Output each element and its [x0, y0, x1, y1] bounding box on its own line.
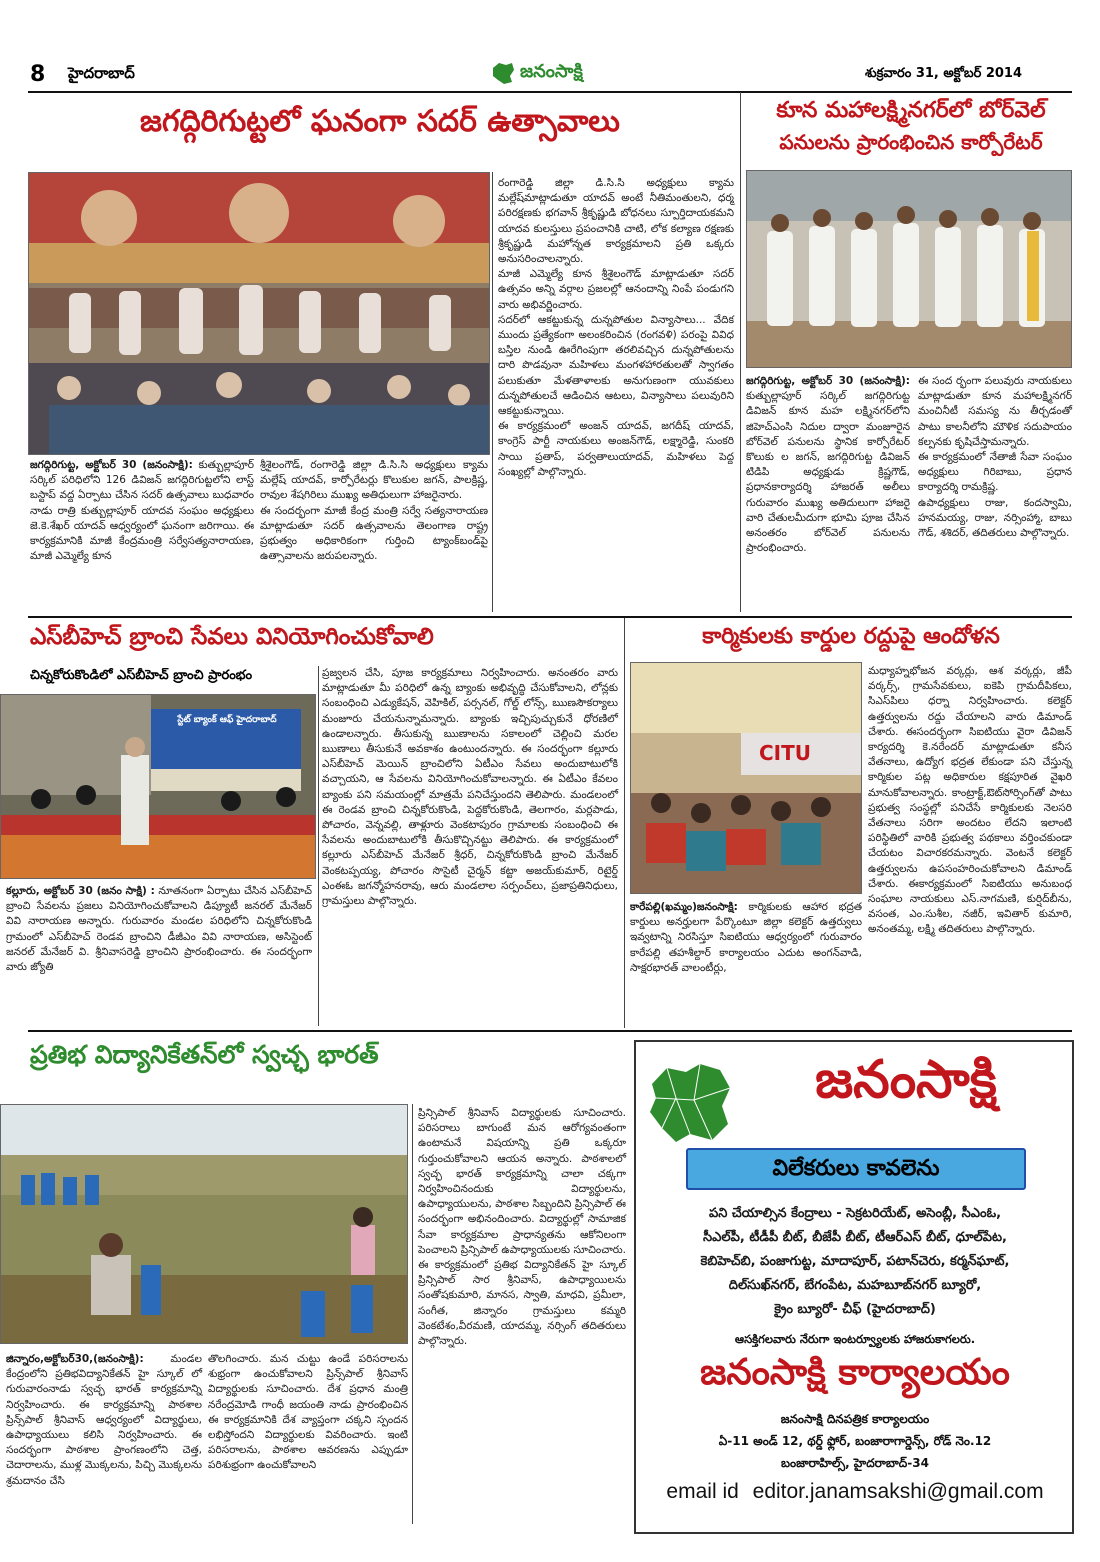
- section-rule-2: [28, 1030, 1072, 1032]
- story4-photo: [630, 662, 862, 894]
- masthead-name: జనంసాక్షి: [520, 61, 583, 82]
- ad-line2: సీఎల్‌పీ, టీడీపీ బీట్, బీజేపీ బీట్, టీఆర్‌ఎస్ బీట్, ధూల్‌పేట,: [703, 1230, 1007, 1245]
- story2-headline-line1: కూన మహాలక్ష్మినగర్‌లో బోర్‌వెల్: [776, 98, 1046, 123]
- ad-centers: [646, 1202, 1064, 1322]
- ad-office-title: జనంసాక్షి కార్యాలయం: [700, 1352, 1010, 1393]
- ad-address1: జనంసాక్షి దినపత్రిక కార్యాలయం: [780, 1412, 930, 1426]
- story1-divider-b: [740, 92, 741, 612]
- mid-divider: [624, 618, 625, 1028]
- story4-citu-banner: CITU: [759, 741, 812, 765]
- story4-dateline: కారేపల్లి(ఖమ్మం)జనంసాక్షి:: [630, 901, 738, 913]
- story4-col1: [630, 900, 862, 976]
- story2-col1: [746, 374, 910, 556]
- story3-headline: ఎస్‌బీహెచ్ బ్రాంచి సేవలు వినియోగించుకోవాలి: [30, 624, 434, 650]
- ad-email-label: email id: [666, 1480, 739, 1503]
- ad-box: [634, 1040, 1074, 1534]
- story3-bank-banner: స్టేట్ బ్యాంక్ ఆఫ్ హైదరాబాద్: [177, 715, 277, 725]
- story4-col2: [868, 664, 1072, 938]
- ad-email-row: [646, 1480, 1064, 1504]
- story1-headline: జగద్గిరిగుట్టలో ఘనంగా సదర్ ఉత్సావాలు: [140, 104, 620, 139]
- story1-col3: [498, 176, 734, 480]
- story5-headline: ప్రతిభ విద్యానికేతన్‌లో స్వచ్ఛ భారత్: [30, 1040, 379, 1069]
- story5-col2: [208, 1352, 408, 1474]
- ad-address: [646, 1408, 1064, 1474]
- story5-col1-text: మండల కేంద్రంలోని ప్రతిభవిద్యానికేతన్ హై స్కూల్ లో గురువారంనాడు స్వచ్ఛ భారత్ కార్యక్రమాన్ని నిర్వహించారు. ఈ కార్యక్రమాన్ని పాఠశాల ప్రిన్స్‌పాల్ శ్రీనివాస్ ఆధ్వర్యంలో విద్యార్థులు, ఉపాధ్యాయులు కలిసి నిర్వహించారు. ఈ సందర్భంగా పాఠశాల ప్రాంగణంలోని చెత్త, చెదారాలను, ముళ్ల మొక్కలను, పిచ్చి మొక్కలను శ్రమదానం చేసి: [6, 1353, 202, 1487]
- story5-photo: [0, 1104, 408, 1344]
- story1-col1-text: కుత్బుల్లాపూర్ సర్కిల్ పరిధిలోని 126 డివిజన్ జగద్గిరిగుట్టలోని లాస్ట్ బస్టాప్ వద్ద ఏర్పాటు చేసిన సదర్ ఉత్సవాలు బుధవారం నాడు రాత్రి కుత్బుల్లాపూర్ యాదవ సంఘం అధ్యక్షులు జె.కె.శేఖర్ యాదవ్ ఆధ్వర్యంలో ఘనంగా జరిగాయి. ఈ కార్యక్రమానికి మాజీ కేంద్రమంత్రి సర్వేసత్యనారాయణ, మాజీ ఎమ్మెల్యే కూన: [30, 459, 254, 563]
- story1-col3-text: రంగారెడ్డి జిల్లా డి.సి.సి అధ్యక్షులు క్యామ మల్లేష్‌మాట్లాడుతూ యాదవ్ అంటే నీతిమంతులని, ధర్మ పరిరక్షణకు భగవాన్ శ్రీకృష్ణుడి బోధనలు స్పూర్తిదాయకమని యాదవ కులస్తులు ప్రపంచానికి చాటి, లోక కల్యాణ రక్షణకు శ్రీకృష్ణుడి మహోన్నత కార్యక్రమాలని ప్రతి ఒక్కరు అనుసరించాలన్నారు. మాజీ ఎమ్మెల్యే కూన శ్రీశైలంగౌడ్ మాట్లాడుతూ సదర్ ఉత్సవం అన్ని వర్గాల ప్రజలల్లో ఆనందాన్ని నింపే పండుగని వారు అభివర్ణించారు. సదర్‌లో ఆకట్టుకున్న దున్నపోతుల విన్యాసాలు... వేదిక ముందు ప్రత్యేకంగా అలంకరించిన (రంగవళి) పరంపై వివిధ బస్తిల నుండి ఊరేగింపుగా తరలివచ్చిన దున్నపోతులను దారి పొడవునా మహిళలు మంగళహారతులతో స్వాగతం పలుకుతూ మేళతాళాలకు అనుగుణంగా యువకులు దున్నపోతులచే ఆడించిన ఆటలు, విన్యాసాలు పలువురిని ఆకట్టుకున్నాయి. ఈ కార్యక్రమంలో అంజన్ యాదవ్, జగదీష్ యాదవ్, కాంగ్రెస్ పార్టీ నాయకులు అంజన్‌గౌడ్, లక్ష్మారెడ్డి, సుంకరి సాయి ప్రతాప్, పర్వతాలుయాదవ్, మహిళలు పెద్ద సంఖ్యల్లో పాల్గొన్నారు.: [498, 177, 734, 478]
- masthead-map-icon: [490, 60, 516, 86]
- story1-photo: [28, 172, 490, 455]
- ad-note: ఆసక్తిగలవారు నేరుగా ఇంటర్వ్యూలకు హాజరుకాగలరు.: [734, 1332, 976, 1346]
- masthead-logo: [490, 60, 630, 88]
- story2-col2-text: ఈ సంద ర్భంగా పలువురు నాయకులు మాట్లాడుతూ కూన మహాలక్ష్మినగర్ మంచినీటీ సమస్య ను తీర్చడంతో పాటు కాలనీలోని మౌళిక సదుపాయం కల్పనకు కృషిచేస్తామన్నారు. ఈ కార్యక్రమంలో నేతాజీ సేవా సంఘం అధ్యక్షులు గిరిబాబు, ప్రధాన కార్యాదర్శి రామక్రిష్ణ. ఉపాధ్యక్షులు రాజు, కందస్వామి, హనమయ్య, రాజు, నర్సింహ్మా, బాబు గౌడ్, శశిదర్, తదితరులు పాల్గొన్నారు.: [918, 375, 1072, 540]
- story2-col2: [918, 374, 1072, 541]
- story1-dateline: జగద్గిరిగుట్ట, అక్టోబర్ 30 (జనంసాక్షి):: [30, 459, 193, 471]
- story2-headline-line2: పనులను ప్రారంభించిన కార్పోరేటర్: [779, 130, 1043, 154]
- ad-address3: బంజారాహిల్స్, హైదరాబాద్-34: [781, 1456, 929, 1470]
- story2-photo: [746, 170, 1072, 368]
- story1-col2: [260, 458, 488, 564]
- story2-col1-text: కుత్బుల్లాపూర్ సర్కిల్ జగద్గిరిగుట్ట డివిజన్ కూన మహ లక్ష్మినగర్‌లోని జిహెచ్ఎంసి నిదుల ద్వారా మంజూరైన బోర్‌వెల్ పనులను స్థానిక కార్పోరేటర్ కొలుకు ల జగన్, జగద్గిరిగుట్ట డివిజన్ టిడిపి అధ్యక్షుడు క్రిష్ణగౌడ్, ప్రధానకార్యాదర్శి హాజరత్ అలీలు గురువారం ముఖ్య అతిదులుగా హాజరై వారి చేతులమీదుగా భూమి పూజ చేసిన అనంతరం బోర్‌వెల్ పనులను ప్రారంభించారు.: [746, 390, 910, 555]
- story5-col3: [418, 1106, 626, 1349]
- story5-divider: [412, 1104, 413, 1524]
- section-rule-1: [28, 616, 1072, 618]
- story5-col1: [6, 1352, 202, 1489]
- story3-col1: [6, 884, 312, 975]
- ad-line4: దిల్‌సుఖ్‌నగర్, బేగంపేట, మహబూబ్‌నగర్ బ్యూరో,: [728, 1278, 982, 1293]
- story5-col3-text: ప్రిన్సిపాల్ శ్రీనివాస్ విద్యార్థులకు సూచించారు. పరిసరాలు బాగుంటే మన ఆరోగ్యవంతంగా ఉంటామనే విషయాన్ని ప్రతి ఒక్కరూ గుర్తుంచుకోవాలని ఆయన అన్నారు. పాఠశాలలో స్వచ్ఛ భారత్ కార్యక్రమాన్ని చాలా చక్కగా నిర్వహించినందుకు విద్యార్థులను, ఉపాధ్యాయులను, పాఠశాల సిబ్బందిని ప్రిన్సిపాల్ ఈ సందర్భంగా అభినందించారు. విద్యార్థుల్లో సామాజిక సేవా కార్యక్రమాల ప్రాధాన్యతను ఆకోనిలంగా పెంచాలని ప్రిన్సిపాల్ ఉపాధ్యాయులకు సూచించారు. ఈ కార్యక్రమంలో ప్రతిభ విద్యానికేతన్ హై స్కూల్ ప్రిన్సిపాల్ సార శ్రీనివాస్, ఉపాధ్యాయిలను సంతోషకుమారి, మానస, స్వాతి, మాధవి, ప్రమీలా, సంగీత, జిన్నారం గ్రామస్తులు కమ్మరి వెంకటేశం,వీరమణి, యాదమ్మ, నర్సింగ్ తదితరులు పాల్గొన్నారు.: [418, 1107, 626, 1348]
- story4-col1-text: కార్మికులకు ఆహార భద్రత కార్డులు అనర్హులగా పేర్కొంటూ జిల్లా కలెక్టర్ ఉత్తర్వులు ఇవ్వటాన్ని నిరసిస్తూ సిఐటియు ఆధ్వర్యంలో గురువారం కారేపల్లి తహశీల్దార్ కార్యాలయం ఎదుట అంగన్‌వాడి, సాక్షరభారత్ వాలంటీర్లు,: [630, 901, 862, 974]
- story4-headline: కార్మికులకు కార్డుల రద్దుపై ఆందోళన: [702, 624, 1000, 649]
- ad-telangana-map-icon: [642, 1054, 738, 1150]
- story3-photo: [0, 694, 316, 879]
- ad-brand: జనంసాక్షి: [815, 1050, 997, 1110]
- story5-col2-text: తొలగించారు. మన చుట్టు ఉండే పరిసరాలను శుభ్రంగా ఉంచుకోవాలని ప్రిన్స్‌పాల్ శ్రీనివాస్ విద్యార్థులకు సూచించారు. దేశ ప్రధాన మంత్రి నరేంద్రమోడి గాంధీ జయంతి నాడు ప్రారంభించిన ఈ కార్యక్రమానికి దేశ వ్యాప్తంగా చక్కని స్పందన లభిస్తోందని విద్యార్థులకు వివరించారు. ఇంటి పరిసరాలను, పాఠశాల ఆవరణను ఎప్పుడూ పరిశుభ్రంగా ఉంచుకోవాలని: [208, 1353, 408, 1472]
- ad-line1: పని చేయాల్సిన కేంద్రాలు - సెక్రటరియేట్, అసెంబ్లీ, సీఎంఓ,: [708, 1206, 1002, 1221]
- page-number: 8: [30, 62, 46, 87]
- story3-col1-text: నూతనంగా ఏర్పాటు చేసిన ఎస్‌బీహెచ్ బ్రాంచి సేవలను ప్రజలు వినియోగించుకోవాలని డిప్యూటీ జనరల్ మేనేజర్ వివి నారాయణ అన్నారు. గురువారం మండల పరిధిలోని చిన్నకోరుకొండి గ్రామంలో ఎస్‌బీహెచ్ రెండవ బ్రాంచిని డీజీఎం వివి నారాయణ, అసిస్టెంట్ జనరల్ మేనేజర్ వి. శ్రీనివాసరెడ్డి బ్రాంచిని ప్రారంభించారు. ఈ సందర్భంగా వారు జ్యోతి: [6, 885, 312, 974]
- header-rule: [28, 91, 1072, 93]
- ad-address2: ఏ-11 అండ్ 12, థర్డ్ ఫ్లోర్, బంజారాగార్డెన్స్, రోడ్ నెం.12: [718, 1434, 992, 1448]
- story1-divider-a: [492, 172, 493, 612]
- story1-col2-text: శ్రీశైలంగౌడ్, రంగారెడ్డి జిల్లా డి.సి.సి అధ్యక్షులు క్యామ మల్లేష్ యాదవ్, కార్పోరేటర్లు కొలుకుల జగన్, పాలక్రిష్ణ, రావుల శేషగిరిలు ముఖ్య అతిధులుగా హాజరైనారు. ఈ సందర్భంగా మాజీ కేంద్ర మంత్రి సర్వే సత్యనారాయణ మాట్లాడుతూ సదర్ ఉత్సవాలను తెలంగాణ రాష్ట్ర ప్రభుత్వం అధికారికంగా గుర్తించి ట్యాంక్‌బండ్‌పై ఉత్సావాలను జరుపలన్నారు.: [260, 459, 488, 563]
- ad-title: విలేకరులు కావలెను: [772, 1156, 940, 1181]
- page-city: హైదరాబాద్: [68, 64, 135, 82]
- ad-line3: కెబిహెచ్‌బి, పంజాగుట్ట, మాదాపూర్, పటాన్‌చెరు, కర్మన్‌ఘాట్,: [700, 1254, 1010, 1269]
- ad-line5: క్రైం బ్యూరో- చీఫ్ (హైదరాబాద్): [774, 1302, 936, 1317]
- story3-col2: [322, 666, 618, 909]
- story1-col1: [30, 458, 254, 564]
- story3-divider: [318, 666, 319, 1026]
- story4-col2-text: మధ్యాహ్నభోజన వర్కర్లు, ఆశ వర్కర్లు, జీపీ వర్కర్స్, గ్రామసేవకులు, ఐకెపి గ్రామదీపికలు, సిఎస్‌పిలు ధర్నా నిర్వహించారు. కలెక్టర్ ఉత్తర్వులను రద్దు చేయాలని వారు డిమాండ్ చేశారు. ఈసందర్భంగా సిఐటియు వైరా డివిజన్ కార్యదర్శి కె.నరేందర్ మాట్లాడుతూ కనీస వేతనాలు, ఉద్యోగ భద్రత లేకుండా పని చేస్తున్న కార్మికుల పట్ల అధికారుల కక్షపూరిత వైఖరి మానుకోవాలన్నారు. కాంట్రాక్ట్,ఔట్‌సోర్సింగ్‌తో పాటు ప్రభుత్వ సంస్థల్లో పనిచేసే కార్మికులకు నెలసరి వేతనాలు సరిగా అందటం లేదని ఇలాంటి పరిస్థితిలో వారికి ప్రభుత్వ పథకాలు వర్తించకుండా చేయటం విచారకరమన్నారు. వెంటనే కలెక్టర్ ఉత్తర్వులను ఉపసంహరించుకోవాలని డిమాండ్ చేశారు. ఈకార్యక్రమంలో సిఐటియు అనుబంధ సంఘాల నాయకులు ఎస్.నాగమణి, కుర్షిద్‌బీను, వసంత, ఎం.సుశీల, నజీర్, ఇవితార్ కుమారి, అనంతమ్మ, లక్ష్మి తదితరులు పాల్గొన్నారు.: [868, 665, 1072, 936]
- page-date: శుక్రవారం 31, అక్టోబర్ 2014: [864, 66, 1022, 81]
- page-header: [0, 58, 1100, 94]
- ad-email[interactable]: editor.janamsakshi@gmail.com: [752, 1480, 1044, 1503]
- story3-subhead: చిన్నకోరుకొండిలో ఎస్‌బీహెచ్ బ్రాంచి ప్రారంభం: [30, 668, 253, 683]
- ad-title-banner: [686, 1148, 1026, 1190]
- story3-col2-text: ప్రజ్వలన చేసి, పూజ కార్యక్రమాలు నిర్వహించారు. అనంతరం వారు మాట్లాడుతూ మీ పరిధిలో ఉన్న బ్యాంకు అభివృద్ధి చేసుకోవాలని, లోన్లకు సంబంధించి ఎడ్యుకేషన్, వెహికిల్, పర్సనల్, గోల్డ్ లోన్స్, ఋణసౌకర్యాలు మంజూరు చేయనున్నామన్నారు. బ్యాంకు ఇచ్చిపుచ్చుకునే ధోరణిలో ఉండాలన్నారు. తీసుకున్న ఋణాలను సకాలంలో చెల్లించి మరల ఋణాలు తీసుకునే అవకాశం ఉంటుందన్నారు. ఈ సందర్భంగా కల్లూరు ఎస్‌బీహెచ్ మెయిన్ బ్రాంచిలోని ఏటీఎం సేవలు అందుబాటులోకి వచ్చాయని, ఆ సేవలను వినియోగించుకోవాలన్నారు. ఈ ఏటీఎం కేవలం బ్యాంకు పని సమయంల్లో మాత్రమే పనిచేస్తుందని తెలిపారు. మండలంలో ఈ రెండవ బ్రాంచి చిన్నకోరుకొండి, పెద్దకోరుకొండి, తెలగారం, మర్లపాడు, పోచారం, వెన్నవల్లి, తాళ్లూరు వెంకటాపురం గ్రామాలకు సంబంధించి ఈ సేవలను అందుబాటులోకి తీసుకొచ్చినట్టు తెలిపారు. ఈ కార్యక్రమంలో కల్లూరు ఎస్‌బీహెచ్ మేనేజర్ శ్రీధర్, చిన్నకోరుకొండి బ్రాంచి మేనేజర్ వెంకటప్పయ్య, పోచారం సొసైటీ చైర్మన్ కట్టా అజయ్‌కుమార్, రిటైర్డ్ ఎంఈఓ జగన్మోహనరావు, ఆరు మండలాల సర్పంచ్‌లు, ప్రజాప్రతినిధులు, గ్రామస్తులు పాల్గొన్నారు.: [322, 667, 618, 908]
- story5-dateline: జిన్నారం,అక్టోబర్30,(జనంసాక్షి):: [6, 1353, 144, 1365]
- story3-dateline: కల్లూరు, అక్టోబర్ 30 (జనం సాక్షి) :: [6, 885, 155, 897]
- story2-dateline: జగద్గిరిగుట్ట, అక్టోబర్ 30 (జనంసాక్షి):: [746, 375, 910, 387]
